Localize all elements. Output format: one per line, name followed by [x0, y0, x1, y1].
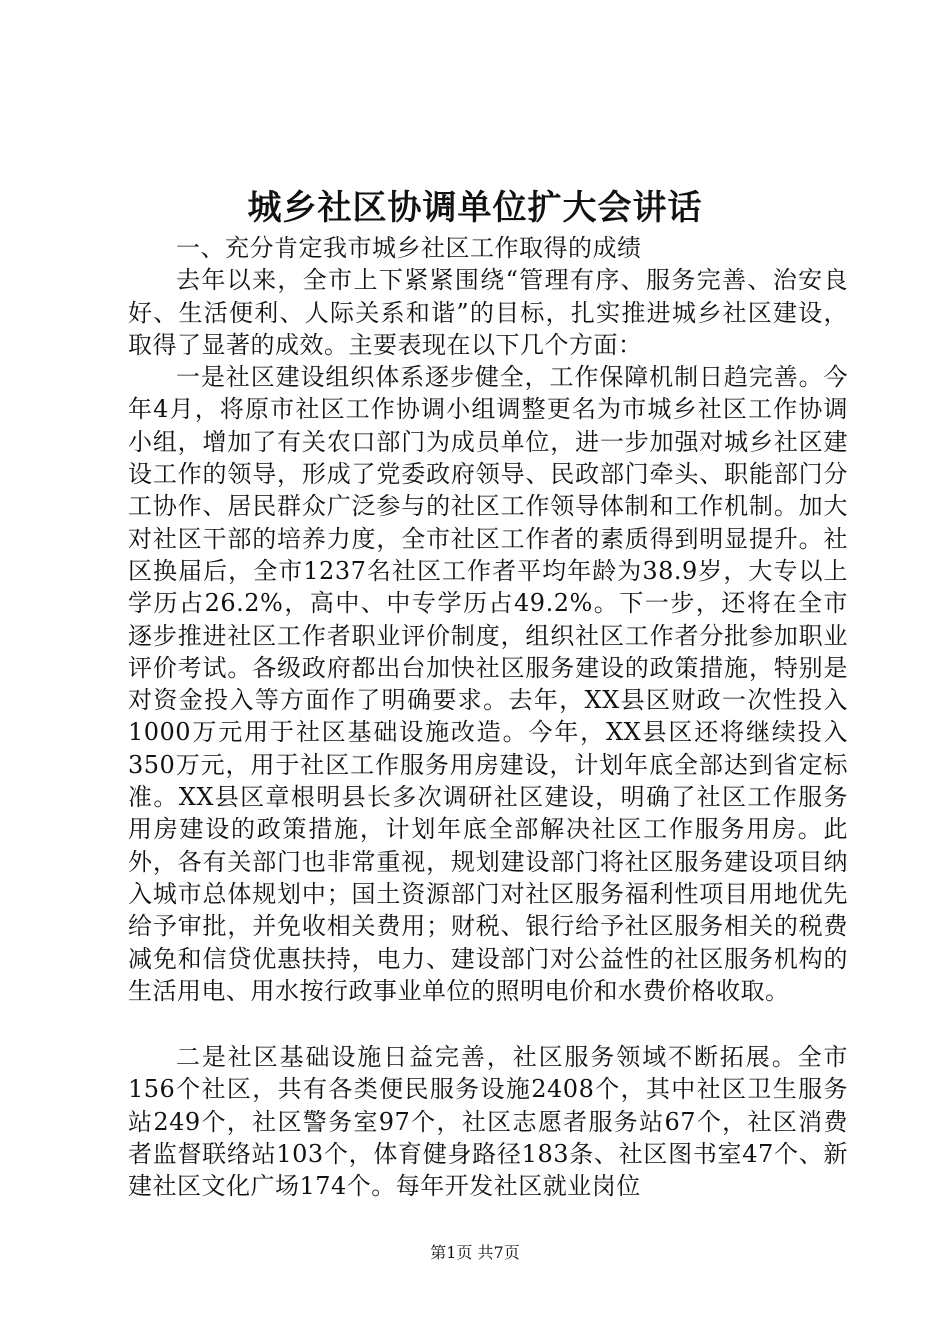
paragraph-spacer [128, 1007, 848, 1041]
section-heading: 一、充分肯定我市城乡社区工作取得的成绩 [176, 234, 642, 262]
page-title: 城乡社区协调单位扩大会讲话 [247, 188, 703, 228]
page-footer: 第1页 共7页 [430, 1243, 520, 1262]
document-body [128, 232, 848, 1203]
paragraph-point-one: 一是社区建设组织体系逐步健全，工作保障机制日趋完善。今年4月，将原市社区工作协调小组调整更名为市城乡社区工作协调小组，增加了有关农口部门为成员单位，进一步加强对城乡社区建设工作的领导，形成了党委政府领导、民政部门牵头、职能部门分工协作、居民群众广泛参与的社区工作领导体制和工作机制。加大对社区干部的培养力度，全市社区工作者的素质得到明显提升。社区换届后，全市1237名社区工作者平均年龄为38.9岁，大专以上学历占26.2%，高中、中专学历占49.2%。下一步，还将在全市逐步推进社区工作者职业评价制度，组织社区工作者分批参加职业评价考试。各级政府都出台加快社区服务建设的政策措施，特别是对资金投入等方面作了明确要求。去年，XX县区财政一次性投入1000万元用于社区基础设施改造。今年，XX县区还将继续投入350万元，用于社区工作服务用房建设，计划年底全部达到省定标准。XX县区章根明县长多次调研社区建设，明确了社区工作服务用房建设的政策措施，计划年底全部解决社区工作服务用房。此外，各有关部门也非常重视，规划建设部门将社区服务建设项目纳入城市总体规划中；国土资源部门对社区服务福利性项目用地优先给予审批，并免收相关费用；财税、银行给予社区服务相关的税费减免和信贷优惠扶持，电力、建设部门对公益性的社区服务机构的生活用电、用水按行政事业单位的照明电价和水费价格收取。 [128, 363, 848, 1005]
paragraph-point-two: 二是社区基础设施日益完善，社区服务领域不断拓展。全市156个社区，共有各类便民服务设施2408个，其中社区卫生服务站249个，社区警务室97个，社区志愿者服务站67个，社区消费者监督联络站103个，体育健身路径183条、社区图书室47个、新建社区文化广场174个。每年开发社区就业岗位 [128, 1043, 848, 1201]
paragraph-intro: 去年以来，全市上下紧紧围绕“管理有序、服务完善、治安良好、生活便利、人际关系和谐”的目标，扎实推进城乡社区建设，取得了显著的成效。主要表现在以下几个方面： [128, 266, 848, 359]
